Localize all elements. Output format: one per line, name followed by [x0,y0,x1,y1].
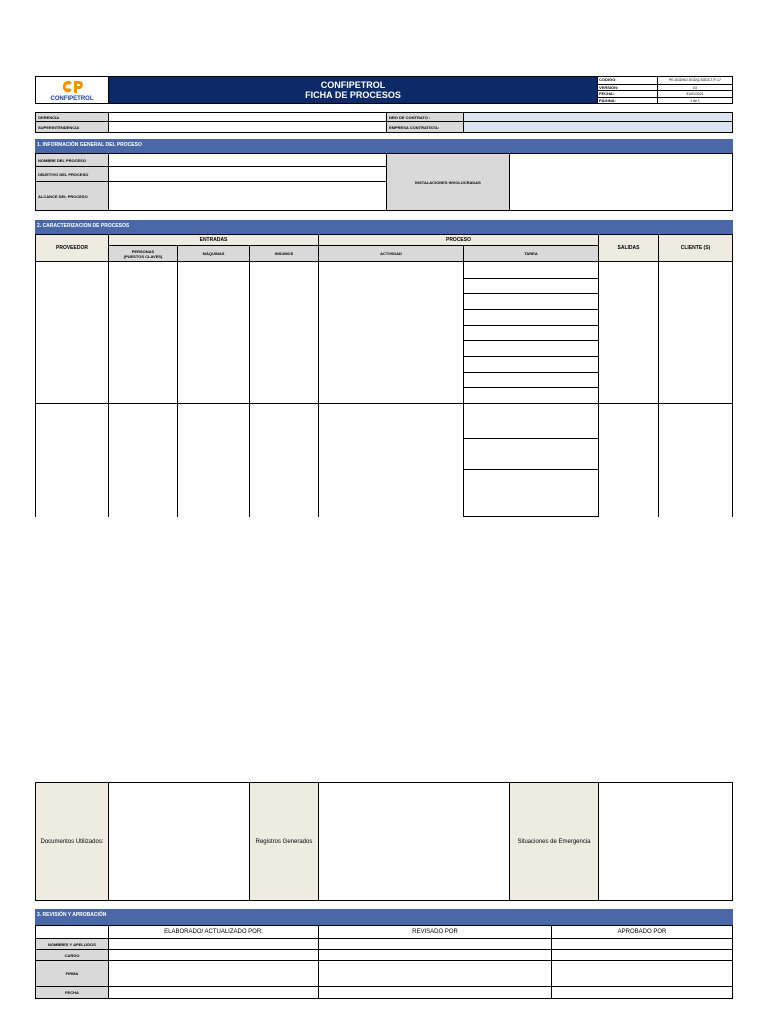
empresa-field[interactable] [463,121,733,133]
meta-label: FECHA: [598,91,658,98]
tarea-row-divider [463,438,599,439]
tarea-header: TAREA [463,245,599,262]
revision-field[interactable] [551,960,733,987]
row-divider [463,516,599,517]
proveedor-header: PROVEEDOR [35,234,109,262]
situaciones-label: Situaciones de Emergencia [509,782,599,901]
tarea-row-divider [463,278,599,279]
header-title-box [108,76,598,104]
superintendencia-label: SUPERINTENDENCIA [35,121,109,133]
proceso-header: PROCESO [318,234,599,246]
meta-label: VERSIÓN: [598,85,658,92]
section2-title: 2. CARACTERIZACION DE PROCESOS [35,220,733,234]
instalaciones-label: INSTALACIONES INVOLUCRADAS [386,153,510,211]
meta-value: PE-SGDNO-SGDQ-SGDCT-P-17 [669,78,721,82]
col-line [35,262,36,517]
alcance-proceso-field[interactable] [108,181,387,211]
cliente-header: CLIENTE (S) [658,234,733,262]
tarea-row-divider [463,309,599,310]
revision-field[interactable] [108,986,319,999]
maquinas-header: MÁQUINAS [177,245,250,262]
empresa-label: EMPRESA CONTRATISTA: [386,121,464,133]
header-meta-table [597,76,733,104]
revision-field[interactable] [108,960,319,987]
tarea-row-divider [463,372,599,373]
registros-label: Registros Generados [249,782,319,901]
revision-row-label: CARGO [35,949,109,961]
documentos-label: Documentos Utilizados: [35,782,109,901]
section3-title: 3. REVISIÓN Y APROBACIÓN [35,909,733,925]
col-line [177,262,178,517]
meta-label: PÁGINA: [598,98,658,105]
alcance-proceso-label: ALCANCE DEL PROCESO [35,181,109,211]
gerencia-label: GERENCIA [35,112,109,122]
revision-field[interactable] [551,986,733,999]
col-line [318,262,319,517]
col-line [249,262,250,517]
registros-field[interactable] [318,782,510,901]
col-line [598,262,599,517]
insumos-header: INSUMOS [249,245,319,262]
revision-field[interactable] [318,960,552,987]
aprobado-header: APROBADO POR [551,925,733,939]
revision-row-label: FECHA [35,986,109,999]
nombre-proceso-field[interactable] [108,153,387,167]
col-line [658,262,659,517]
tarea-row-divider [463,325,599,326]
revision-row-label: FIRMA [35,960,109,987]
col-line [463,262,464,517]
personas-header: PERSONAS (PUESTOS CLAVES) [108,245,178,262]
elaborado-header: ELABORADO/ ACTUALIZADO POR: [108,925,319,939]
objetivo-proceso-label: OBJETIVO DEL PROCESO [35,166,109,182]
row-divider [35,403,733,404]
entradas-header: ENTRADAS [108,234,319,246]
meta-value: 1 de 1 [690,98,700,103]
logo-text: CONFIPETROL [50,96,94,102]
col-line [732,262,733,517]
confipetrol-logo-icon [61,80,85,94]
meta-label: CODIGO: [598,77,658,84]
revision-corner [35,925,109,939]
header-logo-box [35,76,109,104]
section1-title: 1. INFORMACIÓN GENERAL DEL PROCESO [35,139,733,153]
tarea-row-divider [463,469,599,470]
actividad-header: ACTIVIDAD [318,245,464,262]
nro-contrato-label: NRO DE CONTRATO : [386,112,464,122]
revisado-header: REVISADO POR [318,925,552,939]
salidas-header: SALIDAS [598,234,659,262]
revision-row-label: NOMBRES Y APELLIDOS [35,938,109,950]
objetivo-proceso-field[interactable] [108,166,387,182]
documentos-field[interactable] [108,782,250,901]
tarea-row-divider [463,356,599,357]
company-name: CONFIPETROL [320,80,386,90]
document-title: FICHA DE PROCESOS [305,90,401,100]
meta-value: 31/01/2021 [686,92,704,96]
revision-field[interactable] [318,986,552,999]
tarea-row-divider [463,293,599,294]
tarea-row-divider [463,387,599,388]
instalaciones-field[interactable] [509,153,733,211]
superintendencia-field[interactable] [108,121,387,133]
meta-row [598,97,732,105]
tarea-row-divider [463,340,599,341]
col-line [108,262,109,517]
nombre-proceso-label: NOMBRE DEL PROCESO [35,153,109,167]
meta-value: 03 [693,85,697,90]
situaciones-field[interactable] [598,782,733,901]
